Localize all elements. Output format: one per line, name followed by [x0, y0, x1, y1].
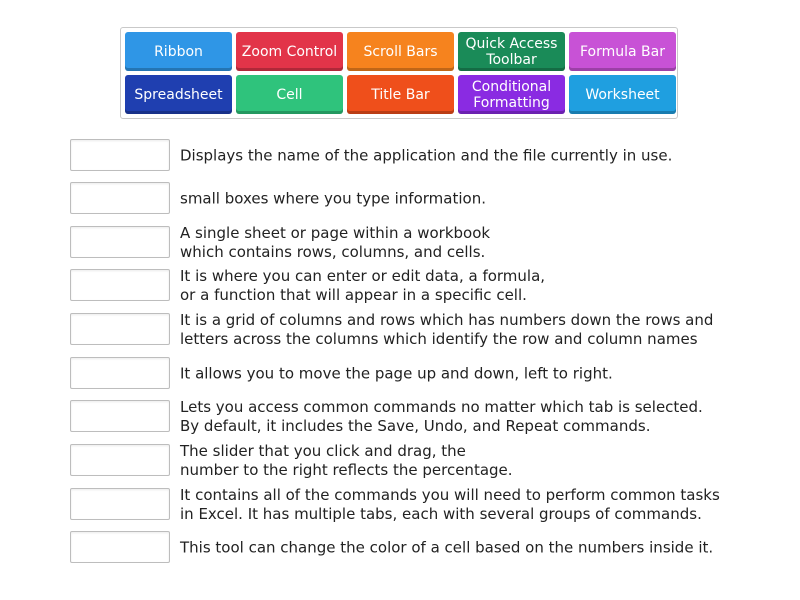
tile-quick-access-toolbar[interactable]: Quick Access Toolbar — [458, 32, 565, 71]
tile-spreadsheet[interactable]: Spreadsheet — [125, 75, 232, 114]
drop-box-3[interactable] — [70, 226, 170, 258]
drop-box-9[interactable] — [70, 488, 170, 520]
description-9: It contains all of the commands you will need to perform common tasks in Excel. It has multiple tabs, each with several groups of commands. — [180, 486, 720, 523]
tile-formula-bar[interactable]: Formula Bar — [569, 32, 676, 71]
tile-conditional-formatting[interactable]: Conditional Formatting — [458, 75, 565, 114]
drop-box-8[interactable] — [70, 444, 170, 476]
description-2: small boxes where you type information. — [180, 189, 486, 208]
tile-scroll-bars[interactable]: Scroll Bars — [347, 32, 454, 71]
drop-box-2[interactable] — [70, 182, 170, 214]
description-1: Displays the name of the application and the file currently in use. — [180, 146, 673, 165]
description-6: It allows you to move the page up and down, left to right. — [180, 364, 613, 383]
drop-box-6[interactable] — [70, 357, 170, 389]
drop-box-5[interactable] — [70, 313, 170, 345]
tile-ribbon[interactable]: Ribbon — [125, 32, 232, 71]
description-5: It is a grid of columns and rows which has numbers down the rows and letters across the columns which identify the row and column names — [180, 311, 714, 348]
drop-box-10[interactable] — [70, 531, 170, 563]
answer-bank — [120, 27, 678, 119]
tile-cell[interactable]: Cell — [236, 75, 343, 114]
tile-zoom-control[interactable]: Zoom Control — [236, 32, 343, 71]
tile-worksheet[interactable]: Worksheet — [569, 75, 676, 114]
description-8: The slider that you click and drag, the number to the right reflects the percentage. — [180, 442, 513, 479]
description-10: This tool can change the color of a cell based on the numbers inside it. — [180, 538, 714, 557]
description-4: It is where you can enter or edit data, a formula, or a function that will appear in a specific cell. — [180, 267, 546, 304]
drop-box-4[interactable] — [70, 269, 170, 301]
drop-box-1[interactable] — [70, 139, 170, 171]
description-7: Lets you access common commands no matter which tab is selected. By default, it includes the Save, Undo, and Repeat commands. — [180, 398, 703, 435]
tile-title-bar[interactable]: Title Bar — [347, 75, 454, 114]
drop-box-7[interactable] — [70, 400, 170, 432]
description-3: A single sheet or page within a workbook which contains rows, columns, and cells. — [180, 224, 491, 261]
